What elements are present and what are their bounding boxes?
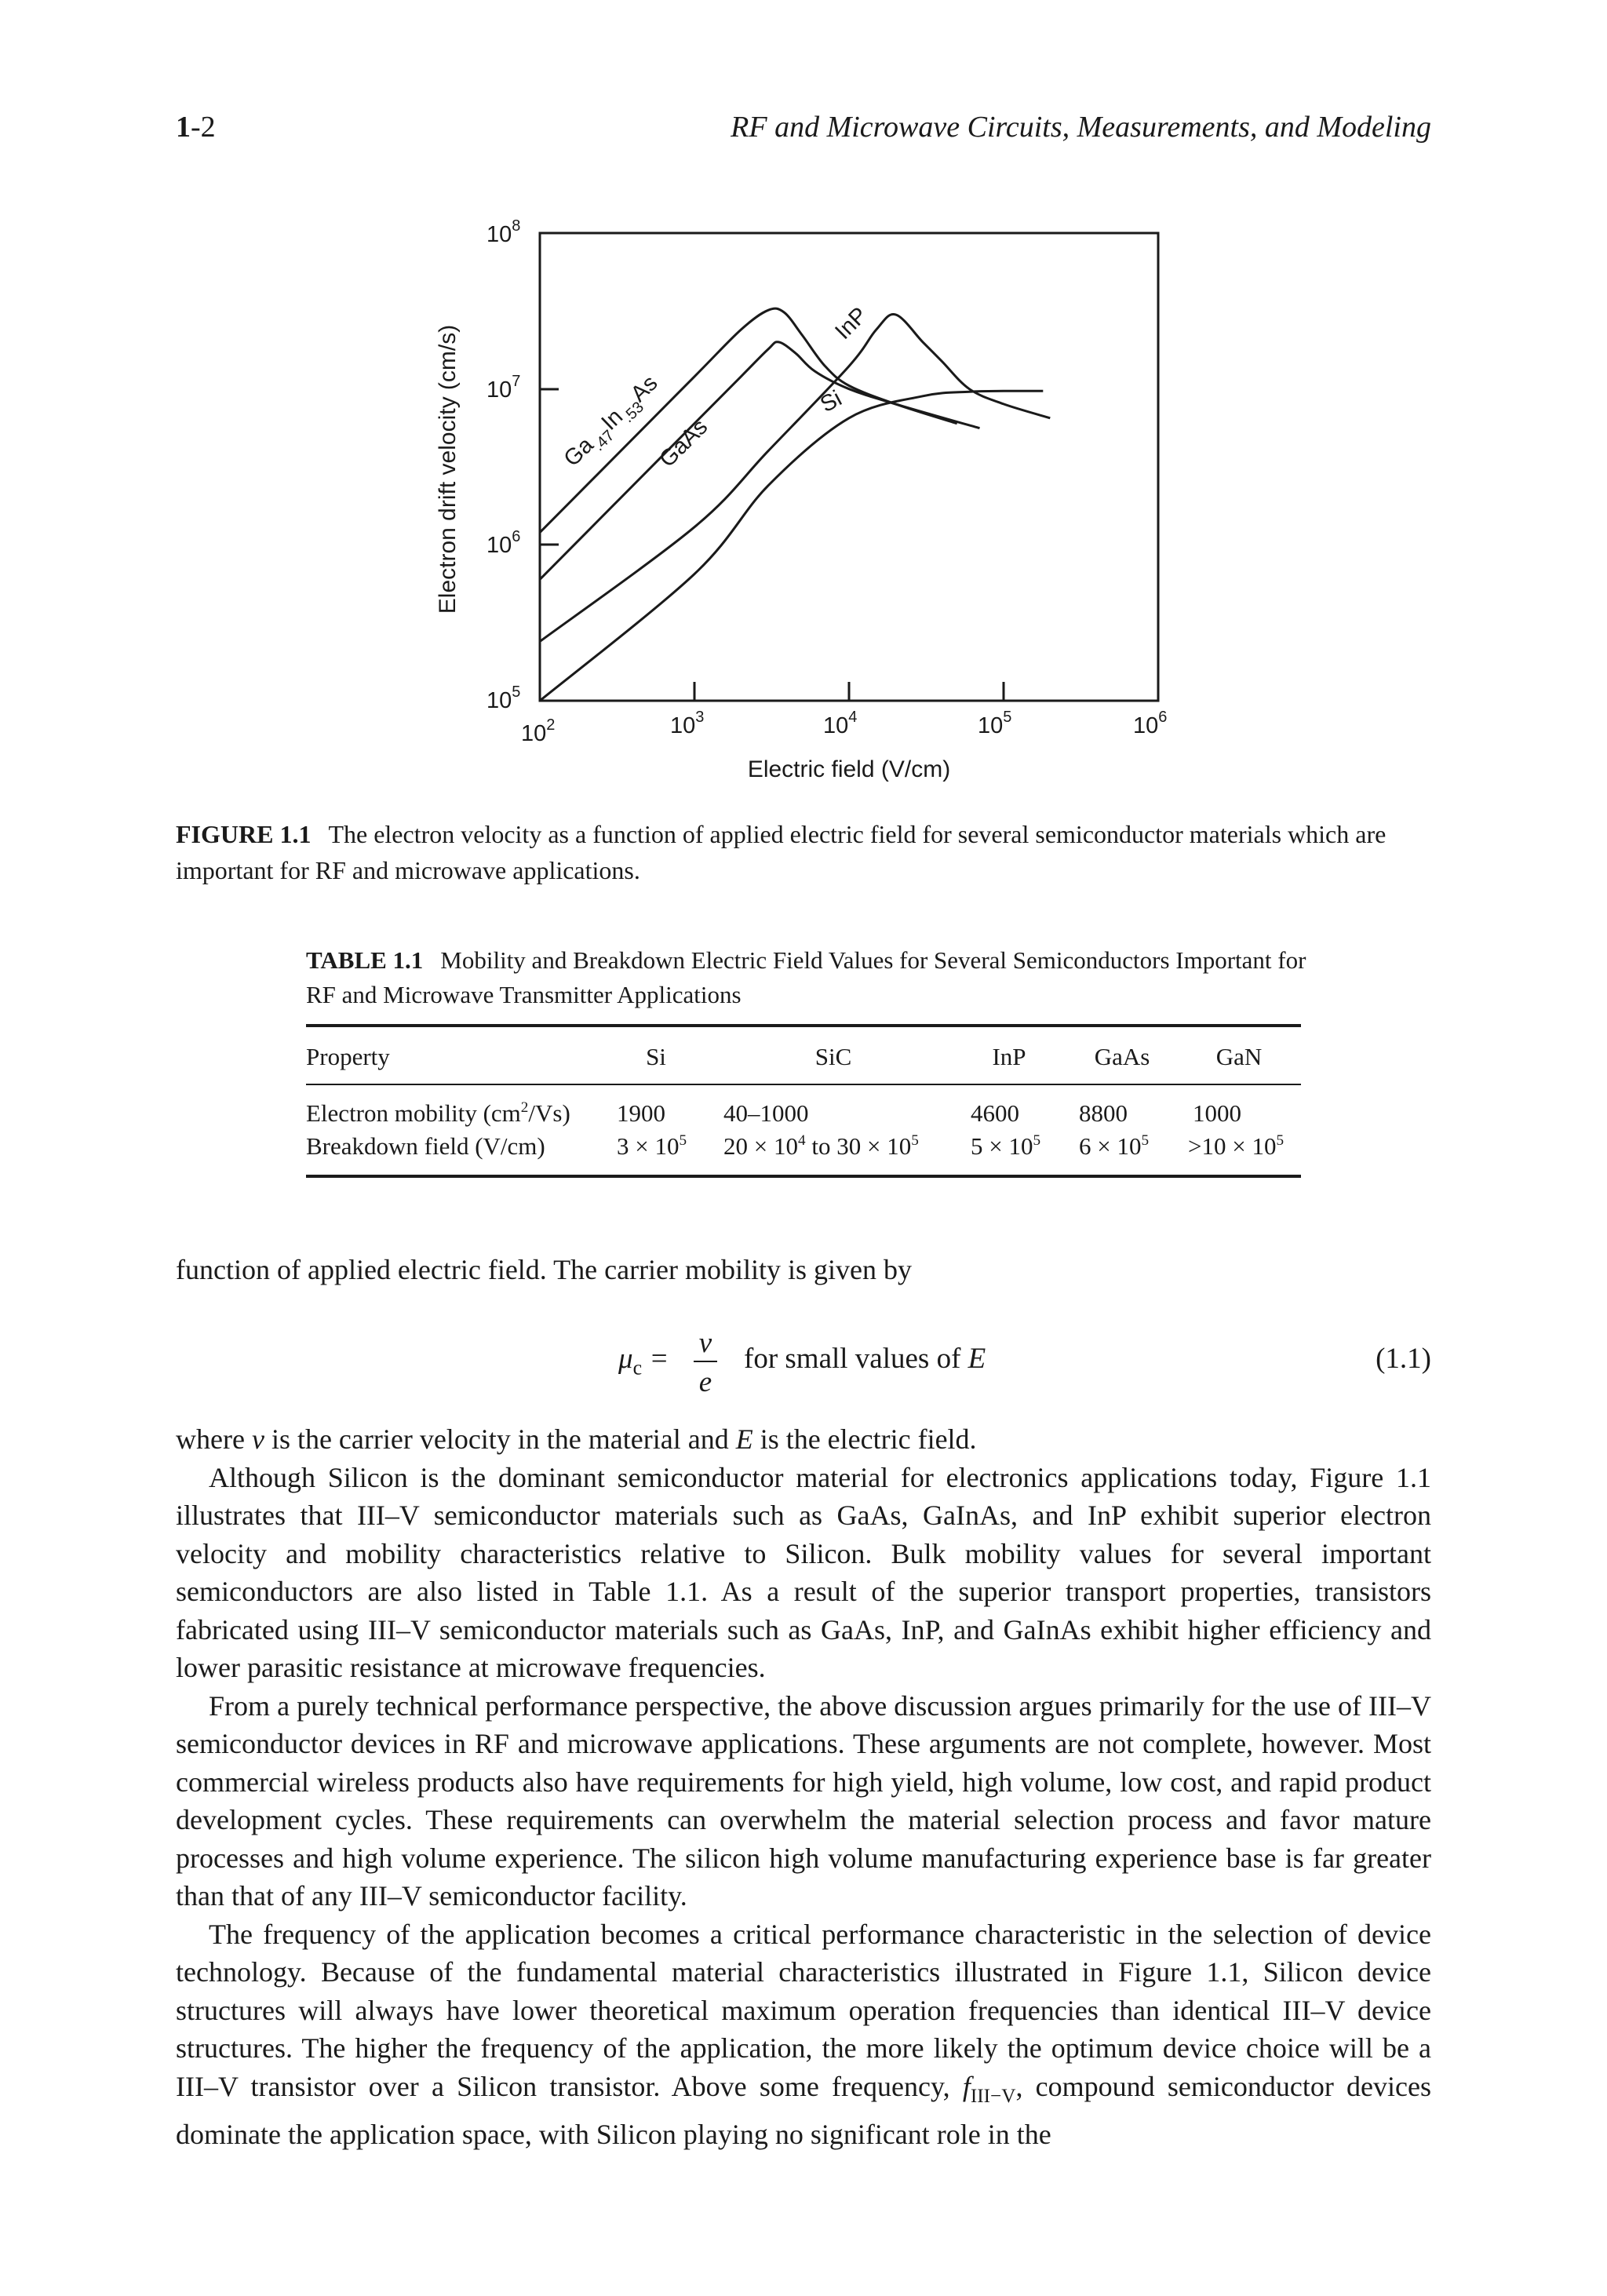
cell-mobility-gan: 1000 [1193,1099,1241,1127]
figure-caption-label: FIGURE 1.1 [176,820,312,848]
x-axis-label: Electric field (V/cm) [747,756,951,782]
cell-breakdown-gan: $>10 \times 10^5$ [1188,1132,1285,1160]
curve-label-inp: InP [830,302,873,344]
header-inp: InP [992,1043,1026,1070]
curves [540,308,1050,701]
equation-denominator: e [698,1366,712,1398]
equation-lhs: $\mu_c$ = [618,1343,669,1379]
velocity-field-chart [424,206,1177,786]
header-sic: SiC [814,1043,852,1070]
x-tick-label-1e2: $10^2$ [521,716,556,746]
cell-breakdown-label: Breakdown field (V/cm) [306,1132,545,1160]
where-line: where v is the carrier velocity in the material and E is the electric field. [176,1423,977,1455]
table-bottom-rule [306,1175,1301,1178]
equation-condition: for small values of E [744,1343,986,1375]
table-caption [306,943,1310,1012]
cell-breakdown-sic: $20 \times 10^4$ to $30 \times 10^5$ [723,1132,919,1160]
header-gan: GaN [1215,1043,1263,1070]
equation-fraction [694,1326,717,1399]
x-tick-label-1e6: $10^6$ [1133,709,1168,738]
fraction-bar [694,1361,717,1362]
cell-breakdown-inp: $5 \times 10^5$ [971,1132,1041,1160]
page-number: 1-2 [176,111,216,144]
y-ticks [540,389,559,545]
figure-caption-text: The electron velocity as a function of applied electric field for several semiconductor materials which are important for RF and microwave applications. [176,820,1387,884]
cell-mobility-sic: 40–1000 [723,1099,809,1127]
body-text [176,1420,1431,2154]
curve-inp [540,315,1050,642]
cell-breakdown-gaas: $6 \times 10^5$ [1079,1132,1150,1160]
curve-label-si: Si [816,385,847,418]
y-tick-label-1e7: $10^7$ [486,373,521,403]
paragraph-3: The frequency of the application becomes a critical performance characteristic in the selection of device technology. Because of the fundamental material characteristics illustrated in Figure 1.1, Silicon device structures will always have lower theoretical maximum operation frequencies than identical III–V device structures. The higher the frequency of the application, the more likely the optimum device choice will be a III–V transistor over a Silicon transistor. Above some frequency, $f_{III-V}$, compound semiconductor devices dominate the application space, with Silicon playing no significant role in the [176,1918,1431,2151]
x-tick-label-1e4: $10^4$ [823,709,858,738]
cell-mobility-gaas: 8800 [1079,1099,1128,1127]
lead-in-text [176,1251,1431,1289]
lead-in-sentence: function of applied electric field. The carrier mobility is given by [176,1254,913,1285]
x-tick-label-1e3: $10^3$ [670,709,705,738]
paragraph-2: From a purely technical performance perspective, the above discussion argues primarily for the use of III–V semiconductor devices in RF and microwave applications. These arguments are not complete, however. Most commercial wireless products also have requirements for high yield, high volume, low cost, and rapid product development cycles. These requirements can overwhelm the material selection process and favor mature processes and high volume experience. The silicon high volume manufacturing experience base is far greater than that of any III–V semiconductor facility. [176,1689,1431,1912]
header-property: Property [306,1043,390,1070]
equation-1-1 [176,1326,1431,1397]
y-tick-labels [486,217,520,713]
table-header-rule [306,1084,1301,1085]
curve-label-gaas: GaAs [654,414,713,472]
table-top-rule [306,1024,1301,1027]
running-title: RF and Microwave Circuits, Measurements, and Modeling [731,111,1431,144]
x-tick-label-1e5: $10^5$ [978,709,1012,738]
running-header [176,110,1431,149]
header-gaas: GaAs [1094,1043,1150,1070]
cell-mobility-inp: 4600 [971,1099,1019,1127]
cell-mobility-si: 1900 [617,1099,665,1127]
figure-caption [176,816,1431,888]
table-caption-label: TABLE 1.1 [306,946,424,974]
cell-breakdown-si: $3 \times 10^5$ [617,1132,687,1160]
equation-numerator: v [698,1327,712,1359]
header-si: Si [646,1043,666,1070]
table-caption-text: Mobility and Breakdown Electric Field Values for Several Semiconductors Important for RF and Microwave Transmitter Applications [306,946,1306,1008]
equation-number: (1.1) [1376,1343,1431,1375]
plot-frame [540,233,1158,701]
paragraph-1: Although Silicon is the dominant semiconductor material for electronics applications today, Figure 1.1 illustrates that III–V semiconductor materials such as GaAs, GaInAs, and InP exhibit superior electron velocity and mobility characteristics relative to Silicon. Bulk mobility values for several important semiconductors are also listed in Table 1.1. As a result of the superior transport properties, transistors fabricated using III–V semiconductor materials such as GaAs, InP, and GaInAs exhibit higher efficiency and lower parasitic resistance at microwave frequencies. [176,1461,1431,1683]
x-ticks [694,682,1004,701]
y-axis-label: Electron drift velocity (cm/s) [435,324,461,614]
cell-mobility-label: Electron mobility $(cm^2/Vs)$ [306,1099,570,1127]
x-tick-labels [521,709,1167,746]
curve-label-gainas: $Ga_{.47}In_{.53}As$ [559,370,663,472]
y-tick-label-1e8: $10^8$ [486,217,521,247]
curve-labels [559,303,873,476]
y-tick-label-1e6: $10^6$ [486,528,521,558]
y-tick-label-1e5: $10^5$ [486,683,521,713]
